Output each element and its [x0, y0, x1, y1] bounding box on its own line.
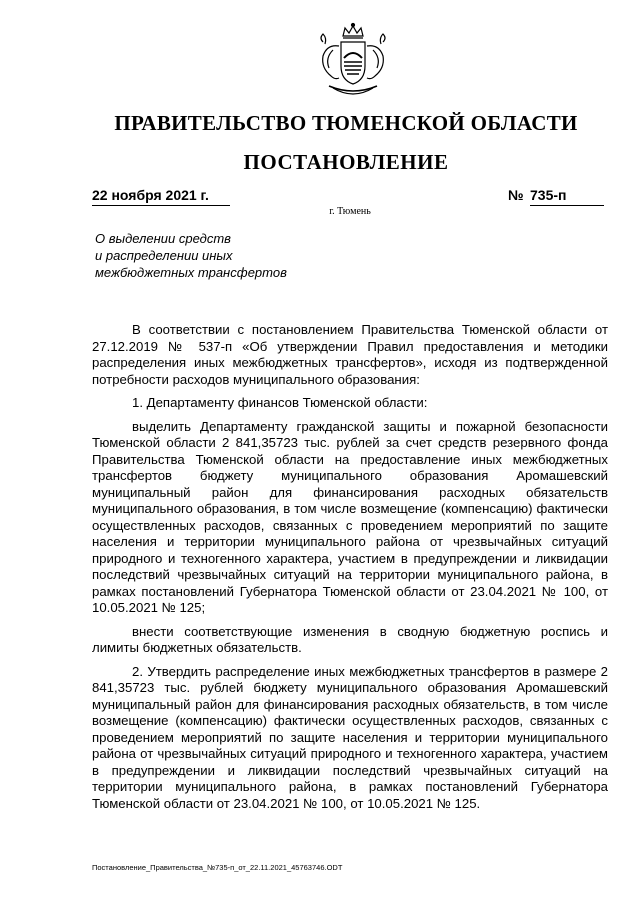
paragraph-item-1: 1. Департаменту финансов Тюменской области:	[132, 395, 428, 410]
document-body	[92, 322, 608, 812]
paragraph-item-2: 2. Утвердить распределение иных межбюджетных трансфертов в размере 2 841,35723 тыс. рублей бюджету муниципального образования Аромашевский муниципальный район для финансирования расходных обязательств, в том числе возмещение (компенсацию) фактически осуществленных расходов, связанных с проведением мероприятий по защите населения и территории муниципального района от чрезвычайных ситуаций природного и техногенного характера, участием в предупреждении и ликвидации последствий чрезвычайных ситуаций на территории муниципального района, в рамках постановлений Губернатора Тюменской области от 23.04.2021 № 100, от 10.05.2021 № 125.	[92, 663, 608, 811]
document-subject	[95, 230, 355, 281]
coat-of-arms-icon	[313, 22, 393, 102]
organization-title: ПРАВИТЕЛЬСТВО ТЮМЕНСКОЙ ОБЛАСТИ	[114, 111, 578, 135]
number-label: №	[508, 187, 524, 203]
paragraph-preamble: В соответствии с постановлением Правительства Тюменской области от 27.12.2019 № 537-п «Об утверждении Правил предоставления и методики распределения иных межбюджетных трансфертов», исходя из подтвержденной потребности расходов муниципального образования:	[92, 322, 608, 387]
paragraph-allocate: выделить Департаменту гражданской защиты и пожарной безопасности Тюменской области 2 841,35723 тыс. рублей за счет средств резервного фонда Правительства Тюменской области на предоставление иных межбюджетных трансфертов бюджету муниципального образования Аромашевский муниципальный район для финансирования расходных обязательств муниципального образования, в том числе возмещение (компенсацию) фактически осуществленных расходов, связанных с проведением мероприятий по защите населения и территории муниципального района от чрезвычайных ситуаций природного и техногенного характера, участием в предупреждении и ликвидации последствий чрезвычайных ситуаций на территории муниципального района, в рамках постановлений Губернатора Тюменской области от 23.04.2021 № 100, от 10.05.2021 № 125;	[92, 418, 608, 615]
document-type: ПОСТАНОВЛЕНИЕ	[243, 150, 449, 174]
subject-line: О выделении средств	[95, 231, 231, 246]
subject-line: межбюджетных трансфертов	[95, 265, 287, 280]
document-date: 22 ноября 2021 г.	[92, 187, 230, 206]
document-number: 735-п	[530, 187, 604, 206]
paragraph-amend: внести соответствующие изменения в сводную бюджетную роспись и лимиты бюджетных обязательств.	[92, 623, 608, 655]
footer-filename: Постановление_Правительства_№735-п_от_22.11.2021_45763746.ODT	[92, 863, 343, 872]
subject-line: и распределении иных	[95, 248, 233, 263]
city: г. Тюмень	[329, 206, 371, 217]
